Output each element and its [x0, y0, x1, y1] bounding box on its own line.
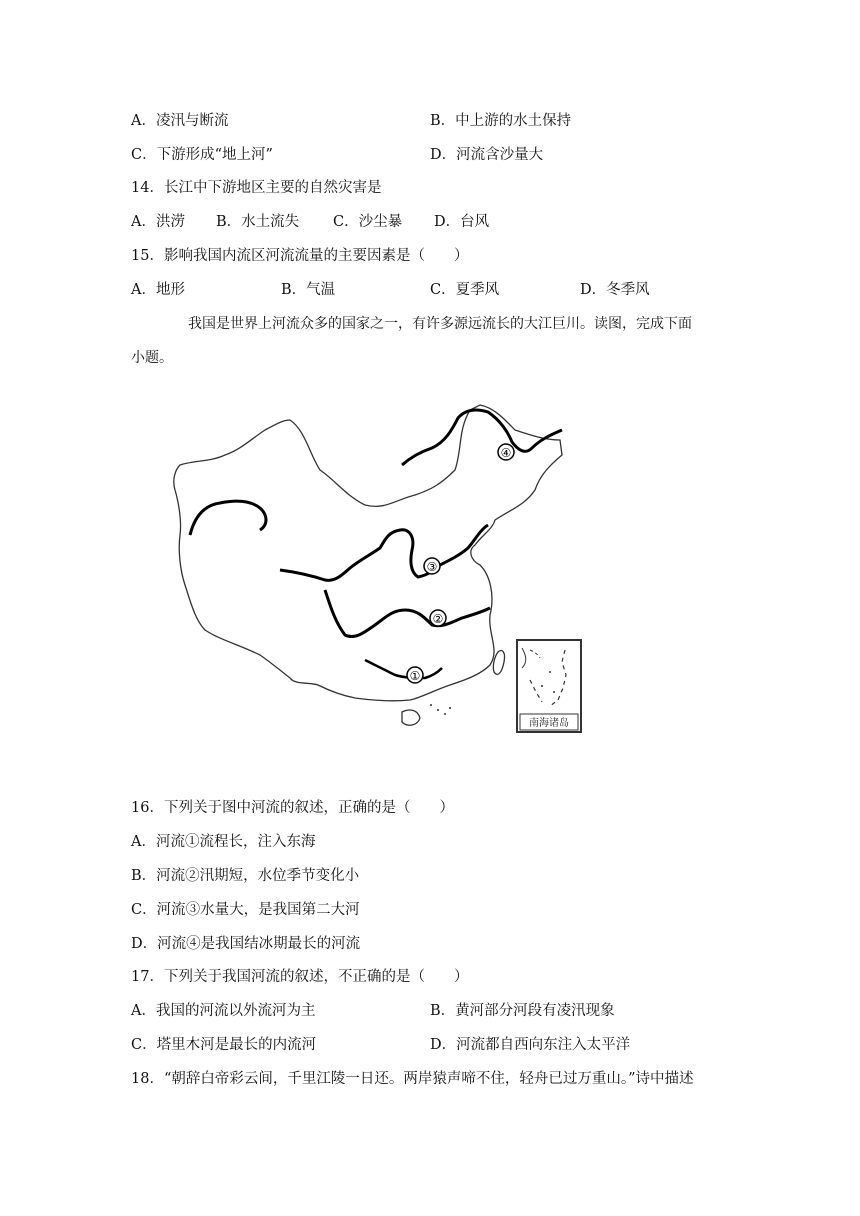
q17-option-a: A．我国的河流以外流河为主 — [131, 1003, 316, 1019]
intro-line-1: 我国是世界上河流众多的国家之一，有许多源远流长的大江巨川。读图，完成下面 — [188, 316, 692, 332]
river-tarim — [190, 501, 266, 535]
svg-text:④: ④ — [500, 446, 512, 460]
q17-option-d: D．河流都自西向东注入太平洋 — [430, 1037, 631, 1053]
marker-4 — [498, 444, 514, 460]
q16-option-d: D．河流④是我国结冰期最长的河流 — [131, 936, 361, 952]
china-river-map — [170, 400, 590, 740]
q16-option-c: C．河流③水量大，是我国第二大河 — [131, 902, 360, 918]
q14-option-c: C．沙尘暴 — [333, 214, 403, 230]
river-2-yangtze — [325, 590, 490, 637]
svg-text:①: ① — [409, 669, 421, 683]
river-1-pearl — [365, 660, 442, 678]
q14-option-a: A．洪涝 — [131, 214, 185, 230]
svg-text:③: ③ — [426, 560, 438, 574]
q14-option-d: D．台风 — [434, 214, 490, 230]
q17-option-c: C．塔里木河是最长的内流河 — [131, 1037, 317, 1053]
q15-option-a: A．地形 — [131, 282, 185, 298]
q15-option-b: B．气温 — [281, 282, 336, 298]
q15-stem: 15．影响我国内流区河流流量的主要因素是（ ） — [131, 248, 469, 264]
q13-option-b: B．中上游的水土保持 — [430, 113, 572, 129]
taiwan-island — [493, 650, 504, 674]
hainan-island — [402, 710, 420, 725]
marker-1 — [407, 667, 423, 683]
q16-option-b: B．河流②汛期短，水位季节变化小 — [131, 868, 360, 884]
q17-option-b: B．黄河部分河段有凌汛现象 — [430, 1003, 615, 1019]
q13-option-a: A．凌汛与断流 — [131, 113, 229, 129]
q13-option-c: C．下游形成“地上河” — [131, 147, 273, 163]
svg-text:②: ② — [432, 612, 444, 626]
q18-stem: 18．“朝辞白帝彩云间，千里江陵一日还。两岸猿声啼不住，轻舟已过万重山。”诗中描述 — [131, 1071, 694, 1087]
q15-option-d: D．冬季风 — [580, 282, 650, 298]
marker-3 — [424, 558, 440, 574]
q14-option-b: B．水土流失 — [216, 214, 300, 230]
q13-option-d: D．河流含沙量大 — [430, 147, 544, 163]
south-china-sea-inset — [517, 640, 581, 732]
q16-option-a: A．河流①流程长，注入东海 — [131, 834, 316, 850]
q16-stem: 16．下列关于图中河流的叙述，正确的是（ ） — [131, 800, 454, 816]
inset-label: 南海诸岛 — [529, 718, 569, 729]
q17-stem: 17．下列关于我国河流的叙述，不正确的是（ ） — [131, 969, 469, 985]
marker-2 — [430, 610, 446, 626]
small-islands — [430, 704, 451, 715]
intro-line-2: 小题。 — [131, 350, 173, 366]
river-3-yellow — [280, 525, 488, 580]
q14-stem: 14．长江中下游地区主要的自然灾害是 — [131, 180, 382, 196]
q15-option-c: C．夏季风 — [430, 282, 500, 298]
